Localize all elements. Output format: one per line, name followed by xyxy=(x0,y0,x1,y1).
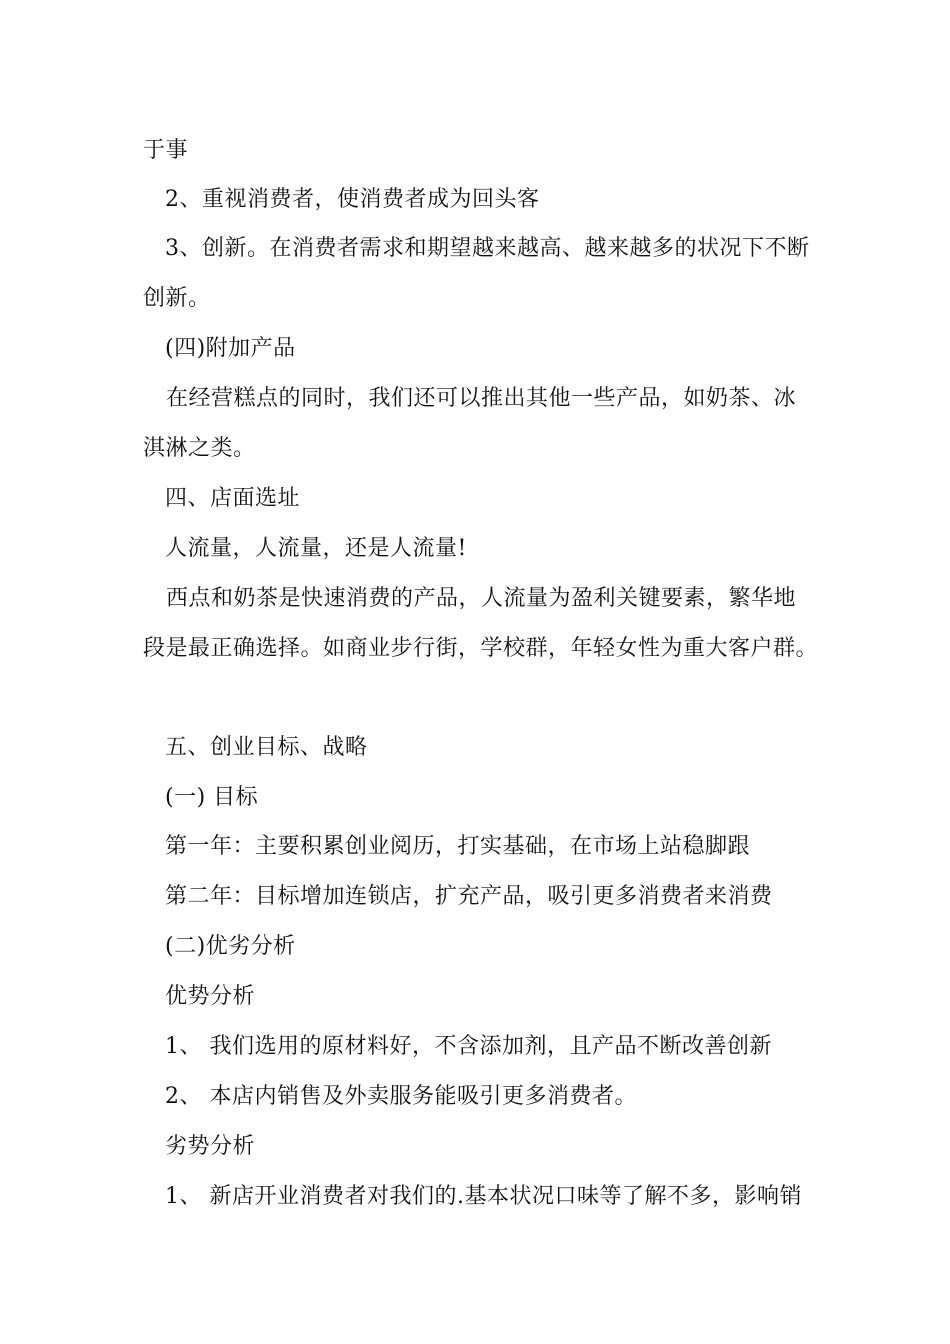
text-line-4: 创新。 xyxy=(143,286,211,311)
subsection-heading-mu-biao: (一) 目标 xyxy=(165,785,259,810)
text-line-21: 1、 新店开业消费者对我们的.基本状况口味等了解不多，影响销 xyxy=(165,1184,802,1209)
text-line-6: 在经营糕点的同时，我们还可以推出其他一些产品，如奶茶、冰 xyxy=(166,386,797,411)
text-line-15: 第二年：目标增加连锁店，扩充产品，吸引更多消费者来消费 xyxy=(165,884,773,909)
text-line-17: 优势分析 xyxy=(165,984,256,1009)
text-line-2: 2、重视消费者，使消费者成为回头客 xyxy=(165,187,540,212)
text-line-11: 段是最正确选择。如商业步行街，学校群，年轻女性为重大客户群。 xyxy=(143,636,819,661)
text-line-19: 2、 本店内销售及外卖服务能吸引更多消费者。 xyxy=(165,1084,637,1109)
text-line-18: 1、 我们选用的原材料好，不含添加剂，且产品不断改善创新 xyxy=(165,1034,772,1059)
text-line-14: 第一年：主要积累创业阅历，打实基础，在市场上站稳脚跟 xyxy=(165,834,751,859)
section-heading-chuang-ye-mu-biao: 五、创业目标、战略 xyxy=(165,735,368,760)
text-line-10: 西点和奶茶是快速消费的产品，人流量为盈利关键要素，繁华地 xyxy=(166,586,797,611)
subsection-heading-you-lie-fen-xi: (二)优劣分析 xyxy=(165,934,296,959)
section-heading-fu-jia-chan-pin: (四)附加产品 xyxy=(165,336,296,361)
text-line-7: 淇淋之类。 xyxy=(143,436,256,461)
text-line-20: 劣势分析 xyxy=(165,1134,256,1159)
section-heading-dian-mian-xuan-zhi: 四、店面选址 xyxy=(165,486,301,511)
text-line-3: 3、创新。在消费者需求和期望越来越高、越来越多的状况下不断 xyxy=(165,236,810,261)
text-line-1: 于事 xyxy=(143,138,189,163)
text-line-9: 人流量，人流量，还是人流量! xyxy=(165,536,467,561)
